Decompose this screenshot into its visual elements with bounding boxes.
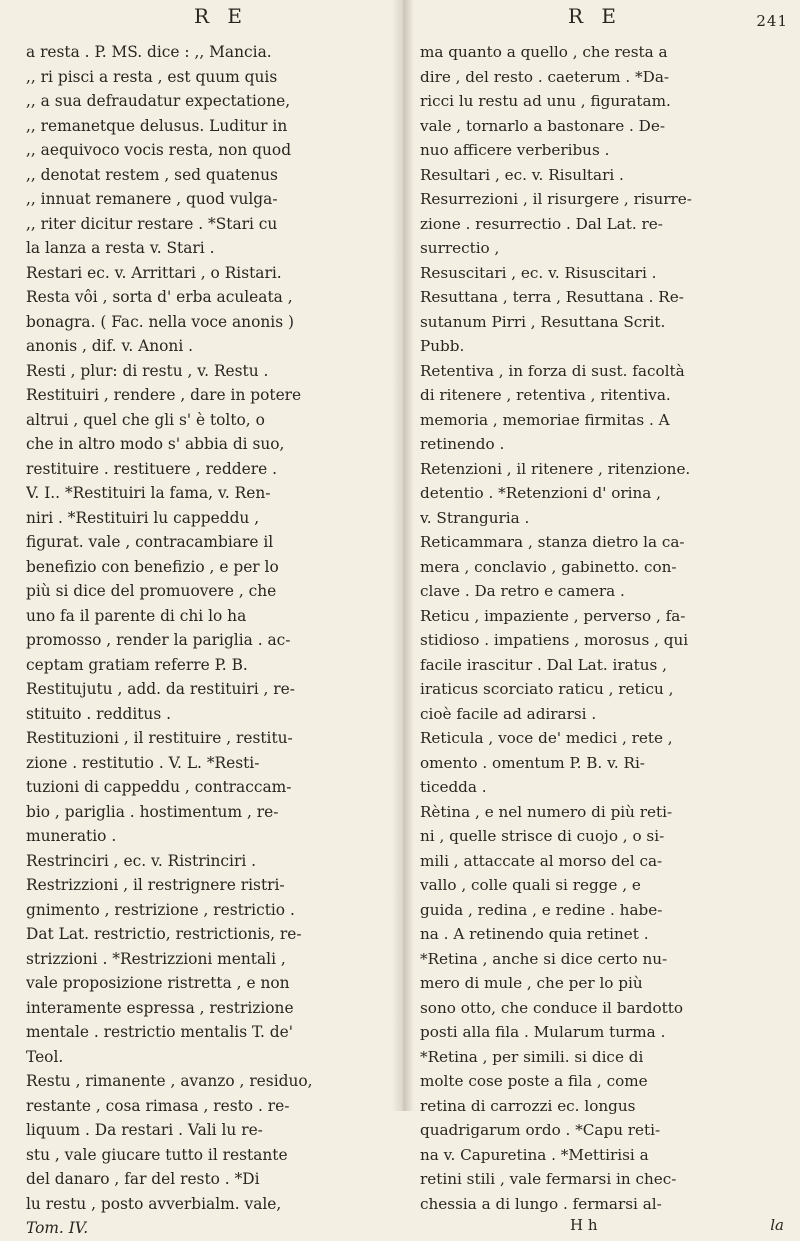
- left-text-line: ,, riter dicitur restare . *Stari cu: [26, 214, 278, 233]
- left-text-line: bonagra. ( Fac. nella voce anonis ): [26, 312, 294, 331]
- left-text-line: più si dice del promuovere , che: [26, 582, 277, 600]
- left-text-line: Restitujutu , add. da restituiri , re-: [26, 680, 295, 698]
- right-text-line: sutanum Pirri , Resuttana Scrit.: [420, 312, 666, 331]
- right-text-line: Pubb.: [420, 337, 465, 355]
- left-text-line: ,, remanetque delusus. Luditur in: [26, 116, 288, 135]
- left-text-line: Restituiri , rendere , dare in potere: [26, 386, 302, 404]
- right-text-line: ticedda .: [420, 778, 487, 796]
- left-text-line: gnimento , restrizione , restrictio .: [26, 900, 295, 919]
- left-text-line: ,, a sua defraudatur expectatione,: [26, 92, 291, 110]
- right-text-line: *Retina , anche si dice certo nu-: [420, 949, 668, 968]
- left-text-line: bio , pariglia . hostimentum , re-: [26, 802, 279, 821]
- left-head-letters: R E: [194, 4, 249, 28]
- right-text-line: facile irascitur . Dal Lat. iratus ,: [420, 655, 667, 674]
- right-text-line: retinendo .: [420, 435, 505, 453]
- right-text-line: surrectio ,: [420, 239, 500, 257]
- right-text-line: detentio . *Retenzioni d' orina ,: [420, 484, 662, 502]
- page-number: 241: [756, 12, 788, 30]
- left-text-line: altrui , quel che gli s' è tolto, o: [26, 410, 265, 429]
- right-text-line: memoria , memoriae firmitas . A: [420, 410, 670, 429]
- right-text-line: zione . resurrectio . Dal Lat. re-: [420, 214, 663, 233]
- right-text-line: retina di carrozzi ec. longus: [420, 1096, 636, 1115]
- right-text-line: vale , tornarlo a bastonare . De-: [420, 116, 665, 135]
- right-text-line: Resuscitari , ec. v. Risuscitari .: [420, 263, 657, 282]
- right-text-line: na v. Capuretina . *Mettirisi a: [420, 1145, 649, 1164]
- left-text-line: ceptam gratiam referre P. B.: [26, 655, 248, 674]
- left-text-line: del danaro , far del resto . *Di: [26, 1170, 260, 1188]
- left-text-line: vale proposizione ristretta , e non: [26, 974, 290, 992]
- right-text-line: Rètina , e nel numero di più reti-: [420, 802, 673, 821]
- left-text-line: Restrizzioni , il restrignere ristri-: [26, 876, 285, 894]
- left-text-line: Teol.: [26, 1047, 64, 1066]
- left-text-line: tuzioni di cappeddu , contraccam-: [26, 778, 292, 796]
- left-text-line: Resti , plur: di restu , v. Restu .: [26, 361, 269, 380]
- right-text-line: Retenzioni , il ritenere , ritenzione.: [420, 459, 691, 478]
- left-text-line: Dat Lat. restrictio, restrictionis, re-: [26, 925, 302, 943]
- left-text-line: strizzioni . *Restrizzioni mentali ,: [26, 949, 286, 968]
- catchword: la: [770, 1216, 784, 1234]
- volume-footer: Tom. IV.: [26, 1219, 89, 1237]
- left-text-line: restante , cosa rimasa , resto . re-: [26, 1096, 290, 1115]
- right-text-line: mero di mule , che per lo più: [420, 974, 643, 992]
- right-text-line: Resurrezioni , il risurgere , risurre-: [420, 190, 692, 208]
- left-text-lines: [26, 40, 404, 1216]
- right-text-line: dire , del resto . caeterum . *Da-: [420, 67, 669, 86]
- right-text-line: v. Stranguria .: [420, 508, 530, 527]
- left-text-line: mentale . restrictio mentalis T. de': [26, 1023, 293, 1041]
- left-text-line: benefizio con benefizio , e per lo: [26, 557, 279, 576]
- right-text-line: di ritenere , retentiva , ritentiva.: [420, 386, 671, 404]
- right-text-line: Reticu , impaziente , perverso , fa-: [420, 606, 686, 625]
- right-text-line: sono otto, che conduce il bardotto: [420, 998, 683, 1017]
- left-text-line: interamente espressa , restrizione: [26, 998, 294, 1017]
- right-text-line: posti alla fila . Mularum turma .: [420, 1023, 666, 1041]
- left-text-line: uno fa il parente di chi lo ha: [26, 606, 247, 625]
- right-text-line: chessia a di lungo . fermarsi al-: [420, 1194, 662, 1213]
- left-text-line: Restituzioni , il restituire , restitu-: [26, 729, 293, 747]
- right-text-line: Reticula , voce de' medici , rete ,: [420, 729, 673, 747]
- right-text-line: Retentiva , in forza di sust. facoltà: [420, 361, 685, 380]
- left-text-line: lu restu , posto avverbialm. vale,: [26, 1194, 282, 1213]
- left-text-line: ,, denotat restem , sed quatenus: [26, 165, 278, 184]
- right-text-line: stidioso . impatiens , morosus , qui: [420, 631, 689, 649]
- right-text-line: nuo afficere verberibus .: [420, 141, 610, 159]
- right-text-line: Reticammara , stanza dietro la ca-: [420, 533, 685, 551]
- right-text-line: Resuttana , terra , Resuttana . Re-: [420, 288, 684, 306]
- right-text-line: mera , conclavio , gabinetto. con-: [420, 557, 677, 576]
- signature-mark: H h: [570, 1216, 598, 1234]
- right-text-line: Resultari , ec. v. Risultari .: [420, 165, 624, 184]
- right-text-line: cioè facile ad adirarsi .: [420, 704, 597, 723]
- left-text-line: zione . restitutio . V. L. *Resti-: [26, 753, 260, 772]
- left-running-head: [26, 0, 404, 40]
- left-text-line: figurat. vale , contracambiare il: [26, 533, 274, 551]
- right-column: [420, 0, 788, 1240]
- right-text-line: mili , attaccate al morso del ca-: [420, 851, 663, 870]
- right-text-line: guida , redina , e redine . habe-: [420, 900, 663, 919]
- left-text-line: Restari ec. v. Arrittari , o Ristari.: [26, 263, 282, 282]
- left-text-line: ,, innuat remanere , quod vulga-: [26, 190, 278, 208]
- left-text-line: muneratio .: [26, 827, 117, 845]
- left-text-line: promosso , render la pariglia . ac-: [26, 631, 291, 649]
- left-text-line: niri . *Restituiri lu cappeddu ,: [26, 508, 260, 527]
- right-text-line: ni , quelle strisce di cuojo , o si-: [420, 827, 665, 845]
- right-text-line: omento . omentum P. B. v. Ri-: [420, 753, 645, 772]
- right-head-letters: R E: [568, 4, 623, 28]
- right-text-line: iraticus scorciato raticu , reticu ,: [420, 680, 674, 698]
- right-text-line: retini stili , vale fermarsi in chec-: [420, 1170, 677, 1188]
- left-text-line: Restu , rimanente , avanzo , residuo,: [26, 1072, 313, 1090]
- right-running-head: [420, 0, 788, 40]
- left-text-line: Resta vôi , sorta d' erba aculeata ,: [26, 288, 293, 306]
- right-text-line: *Retina , per simili. si dice di: [420, 1047, 644, 1066]
- right-text-line: ma quanto a quello , che resta a: [420, 43, 668, 61]
- right-text-line: vallo , colle quali si regge , e: [420, 876, 641, 894]
- left-text-line: ,, ri pisci a resta , est quum quis: [26, 67, 278, 86]
- left-text-line: ,, aequivoco vocis resta, non quod: [26, 141, 292, 159]
- right-text-line: quadrigarum ordo . *Capu reti-: [420, 1121, 661, 1139]
- left-text-line: liquum . Da restari . Vali lu re-: [26, 1121, 263, 1139]
- right-text-line: molte cose poste a fila , come: [420, 1072, 648, 1090]
- left-text-line: stu , vale giucare tutto il restante: [26, 1145, 288, 1164]
- left-text-line: anonis , dif. v. Anoni .: [26, 337, 194, 355]
- left-text-line: che in altro modo s' abbia di suo,: [26, 435, 285, 453]
- left-text-line: restituire . restituere , reddere .: [26, 459, 277, 478]
- left-text-line: stituito . redditus .: [26, 704, 172, 723]
- right-text-line: na . A retinendo quia retinet .: [420, 925, 649, 943]
- left-column: [26, 0, 404, 1241]
- left-text-line: V. I.. *Restituiri la fama, v. Ren-: [26, 484, 271, 502]
- right-text-line: ricci lu restu ad unu , figuratam.: [420, 92, 671, 110]
- right-text-lines: [420, 40, 788, 1216]
- left-text-line: a resta . P. MS. dice : ,, Mancia.: [26, 43, 272, 61]
- left-text-line: Restrinciri , ec. v. Ristrinciri .: [26, 851, 257, 870]
- right-text-line: clave . Da retro e camera .: [420, 582, 625, 600]
- left-text-line: la lanza a resta v. Stari .: [26, 239, 215, 257]
